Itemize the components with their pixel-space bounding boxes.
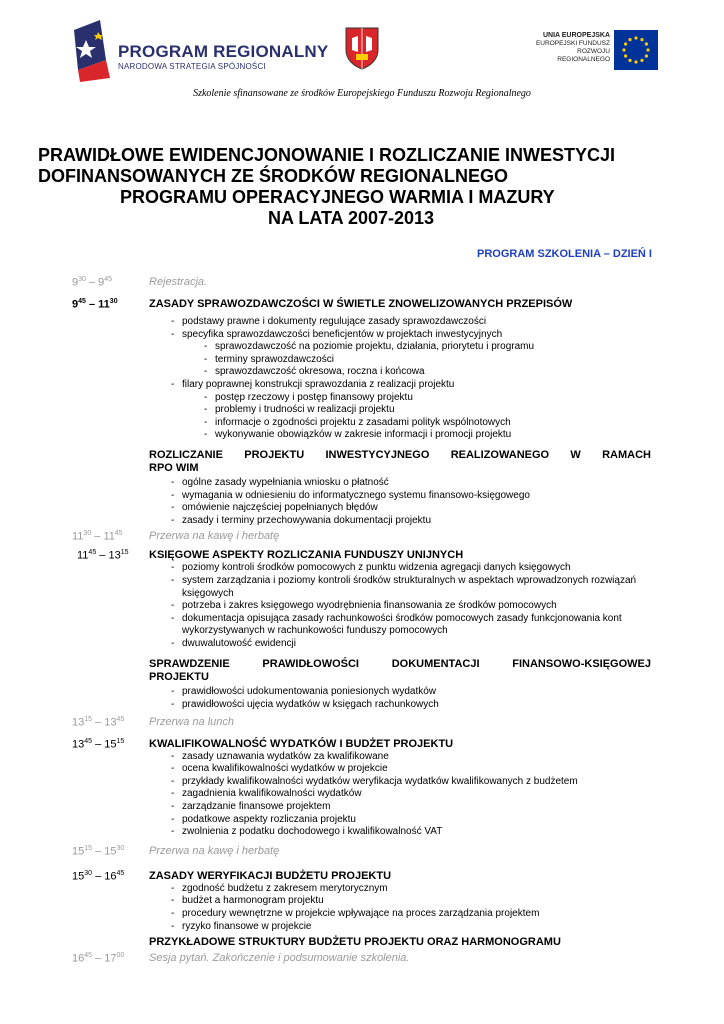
break-text: Przerwa na lunch	[149, 715, 234, 728]
time-start-minutes: 15	[84, 715, 93, 723]
time-end: 13	[108, 549, 121, 562]
page-header	[0, 0, 724, 80]
list-item: - dokumentacja opisująca zasady rachunkowości środków pomocowych zasady funkcjonowania kont wykorzystywanych w rachunkowości funduszy pomocowych	[182, 613, 652, 638]
agenda-row-registration	[0, 276, 724, 296]
time-range: $9^{45} - 11^{30}$	[72, 298, 118, 311]
break-text: Przerwa na kawę i herbatę	[149, 844, 280, 857]
list-item: - terminy sprawozdawczości	[215, 354, 655, 367]
program-regionalny-logo	[70, 20, 329, 82]
list-item: - przykłady kwalifikowalności wydatków weryfikacja wydatków kwalifikowanych z budżetem	[182, 776, 652, 789]
list-item: - wymagania w odniesieniu do informatycznego systemu finansowo-księgowego	[182, 490, 652, 503]
time-end-minutes: 45	[116, 869, 125, 877]
session-heading: PRZYKŁADOWE STRUKTURY BUDŻETU PROJEKTU ORAZ HARMONOGRAMU	[149, 936, 561, 949]
session-heading: ZASADY WERYFIKACJI BUDŻETU PROJEKTU	[149, 869, 392, 882]
eu-fund-line2: ROZWOJU REGIONALNEGO	[557, 48, 610, 63]
time-start-minutes: 15	[84, 844, 93, 852]
list-item: - podstawy prawne i dokumenty regulujące zasady sprawozdawczości	[182, 316, 652, 329]
agenda-row-closing	[0, 952, 724, 969]
program-subtitle: NARODOWA STRATEGIA SPÓJNOŚCI	[118, 62, 266, 71]
topic-list	[0, 686, 724, 711]
list-item: - zgodność budżetu z zakresem merytorycznym	[182, 883, 652, 896]
time-end: 17	[104, 952, 117, 965]
list-item: - prawidłowości udokumentowania poniesionych wydatków	[182, 686, 652, 699]
time-end-minutes: 15	[116, 737, 125, 745]
time-start: 13	[72, 716, 85, 729]
list-item: - zasady i terminy przechowywania dokumentacji projektu	[182, 515, 652, 528]
list-item: - zwolnienia z podatku dochodowego i kwalifikowalność VAT	[182, 826, 652, 839]
list-item: - zasady uznawania wydatków za kwalifikowane	[182, 751, 652, 764]
document-title	[38, 145, 678, 229]
agenda-row-session-2	[0, 549, 724, 562]
time-start: 9	[72, 276, 79, 289]
program-regionalny-flag-icon	[70, 20, 112, 82]
time-end: 16	[104, 870, 117, 883]
agenda-row-coffee-break-1	[0, 530, 724, 547]
session-heading: ROZLICZANIE PROJEKTU INWESTYCYJNEGO REALIZOWANEGO W RAMACH	[149, 448, 651, 461]
agenda-row-coffee-break-2	[0, 845, 724, 862]
time-range: $13^{15} - 13^{45}$	[72, 715, 125, 729]
time-range: $11^{45} - 13^{15}$	[77, 549, 129, 562]
time-start-minutes: 30	[84, 869, 93, 877]
time-start-minutes: 30	[78, 276, 86, 283]
agenda	[0, 276, 724, 969]
warmia-mazury-coat-of-arms-icon	[344, 26, 380, 70]
eu-name: UNIA EUROPEJSKA	[542, 32, 610, 39]
title-line-1: PRAWIDŁOWE EWIDENCJONOWANIE I ROZLICZANIE INWESTYCJI	[38, 145, 616, 165]
list-item: - potrzeba i zakres księgowego wyodrębnienia finansowania ze środków pomocowych	[182, 600, 652, 613]
list-item: - informacje o zgodności projektu z zasadami polityk wspólnotowych	[215, 417, 655, 430]
list-item: - prawidłowości ujęcia wydatków w księgach rachunkowych	[182, 699, 652, 712]
eu-text	[528, 32, 610, 64]
time-start: 11	[72, 530, 84, 543]
time-end-minutes: 45	[104, 276, 113, 283]
list-item: - ocena kwalifikowalności wydatków w projekcie	[182, 763, 652, 776]
break-text: Sesja pytań. Zakończenie i podsumowanie szkolenia.	[149, 952, 410, 965]
time-end: 15	[104, 738, 117, 751]
time-range: $11^{30} - 11^{45}$	[72, 530, 123, 543]
list-item: - dwuwalutowość ewidencji	[182, 638, 652, 651]
time-start: 15	[72, 870, 85, 883]
session-heading: SPRAWDZENIE PRAWIDŁOWOŚCI DOKUMENTACJI FINANSOWO-KSIĘGOWEJ	[149, 658, 651, 671]
topic-list	[0, 562, 724, 650]
list-item: - podatkowe aspekty rozliczania projektu	[182, 814, 652, 827]
time-end-minutes: 45	[114, 530, 123, 538]
title-line-3: PROGRAMU OPERACYJNEGO WARMIA I MAZURY	[120, 187, 555, 207]
time-start-minutes: 45	[88, 549, 97, 557]
list-item: - wykonywanie obowiązków w zakresie informacji i promocji projektu	[215, 429, 655, 442]
title-line-4: NA LATA 2007-2013	[268, 208, 435, 228]
topic-list	[0, 751, 724, 839]
time-end: 9	[98, 276, 105, 289]
time-range: $15^{30} - 16^{45}$	[72, 869, 125, 883]
time-range: $15^{15} - 15^{30}$	[72, 844, 125, 858]
list-item: - ryzyko finansowe w projekcie	[182, 921, 652, 934]
time-start: 15	[72, 845, 85, 858]
topic-list	[0, 883, 724, 933]
agenda-row-session-3	[0, 738, 724, 751]
time-end-minutes: 30	[116, 844, 125, 852]
time-end-minutes: 30	[109, 298, 118, 305]
list-item: - problemy i trudności w realizacji projektu	[215, 404, 655, 417]
time-range: $13^{45} - 15^{15}$	[72, 737, 125, 751]
topic-list	[0, 477, 724, 527]
time-end: 11	[103, 530, 115, 543]
eu-flag-icon	[614, 30, 658, 70]
list-item: - budżet a harmonogram projektu	[182, 895, 652, 908]
agenda-row-session-4	[0, 870, 724, 883]
list-item: - filary poprawnej konstrukcji sprawozdania z realizacji projektu	[182, 379, 652, 392]
list-item: - system zarządzania i poziomy kontroli środków strukturalnych w aspektach wprowadzonych rozwiązań księgowych	[182, 575, 652, 600]
list-item: - specyfika sprawozdawczości beneficjentów w projektach inwestycyjnych	[182, 329, 652, 342]
session-heading: KSIĘGOWE ASPEKTY ROZLICZANIA FUNDUSZY UNIJNYCH	[149, 549, 464, 562]
session-heading-cont: RPO WIM	[149, 461, 199, 474]
time-start: 16	[72, 952, 85, 965]
time-start: 11	[77, 549, 89, 562]
session-heading-cont: PROJEKTU	[149, 671, 209, 684]
time-start: 9	[72, 298, 79, 311]
list-item: - poziomy kontroli środków pomocowych z punktu widzenia agregacji danych księgowych	[182, 562, 652, 575]
list-item: - omówienie najczęściej popełnianych błędów	[182, 502, 652, 515]
time-start-minutes: 45	[84, 737, 93, 745]
program-title: PROGRAM REGIONALNY	[118, 42, 329, 61]
day-label: PROGRAM SZKOLENIA – DZIEŃ I	[477, 248, 652, 260]
title-line-2: DOFINANSOWANYCH ZE ŚRODKÓW REGIONALNEGO	[38, 166, 509, 186]
time-start-minutes: 30	[83, 530, 92, 538]
time-end: 13	[104, 716, 117, 729]
time-start: 13	[72, 738, 85, 751]
time-range: $16^{45} - 17^{00}$	[72, 952, 125, 965]
break-text: Przerwa na kawę i herbatę	[149, 530, 280, 543]
time-start-minutes: 45	[84, 952, 93, 960]
list-item: - sprawozdawczość okresowa, roczna i końcowa	[215, 366, 655, 379]
time-end: 15	[104, 845, 117, 858]
list-item: - zagadnienia kwalifikowalności wydatków	[182, 788, 652, 801]
list-item: - sprawozdawczość na poziomie projektu, działania, priorytetu i programu	[215, 341, 655, 354]
break-text: Rejestracja.	[149, 276, 208, 288]
list-item: - procedury wewnętrzne w projekcie wpływające na proces zarządzania projektem	[182, 908, 652, 921]
agenda-row-lunch	[0, 716, 724, 733]
session-heading: KWALIFIKOWALNOŚĆ WYDATKÓW I BUDŻET PROJEKTU	[149, 737, 454, 750]
session-heading: ZASADY SPRAWOZDAWCZOŚCI W ŚWIETLE ZNOWELIZOWANYCH PRZEPISÓW	[149, 298, 573, 310]
time-end-minutes: 00	[116, 952, 125, 960]
funding-note: Szkolenie sfinansowane ze środków Europejskiego Funduszu Rozwoju Regionalnego	[193, 88, 531, 99]
eu-fund-line1: EUROPEJSKI FUNDUSZ	[535, 40, 610, 47]
time-end-minutes: 45	[116, 715, 125, 723]
agenda-row-session-1	[0, 298, 724, 311]
topic-list	[0, 316, 724, 442]
time-end-minutes: 15	[120, 549, 129, 557]
time-start-minutes: 45	[78, 298, 86, 305]
list-item: - ogólne zasady wypełniania wniosku o płatność	[182, 477, 652, 490]
list-item: - postęp rzeczowy i postęp finansowy projektu	[215, 392, 655, 405]
time-range: $9^{30} - 9^{45}$	[72, 276, 113, 289]
list-item: - zarządzanie finansowe projektem	[182, 801, 652, 814]
time-end: 11	[98, 298, 110, 311]
eu-logo	[528, 30, 658, 72]
